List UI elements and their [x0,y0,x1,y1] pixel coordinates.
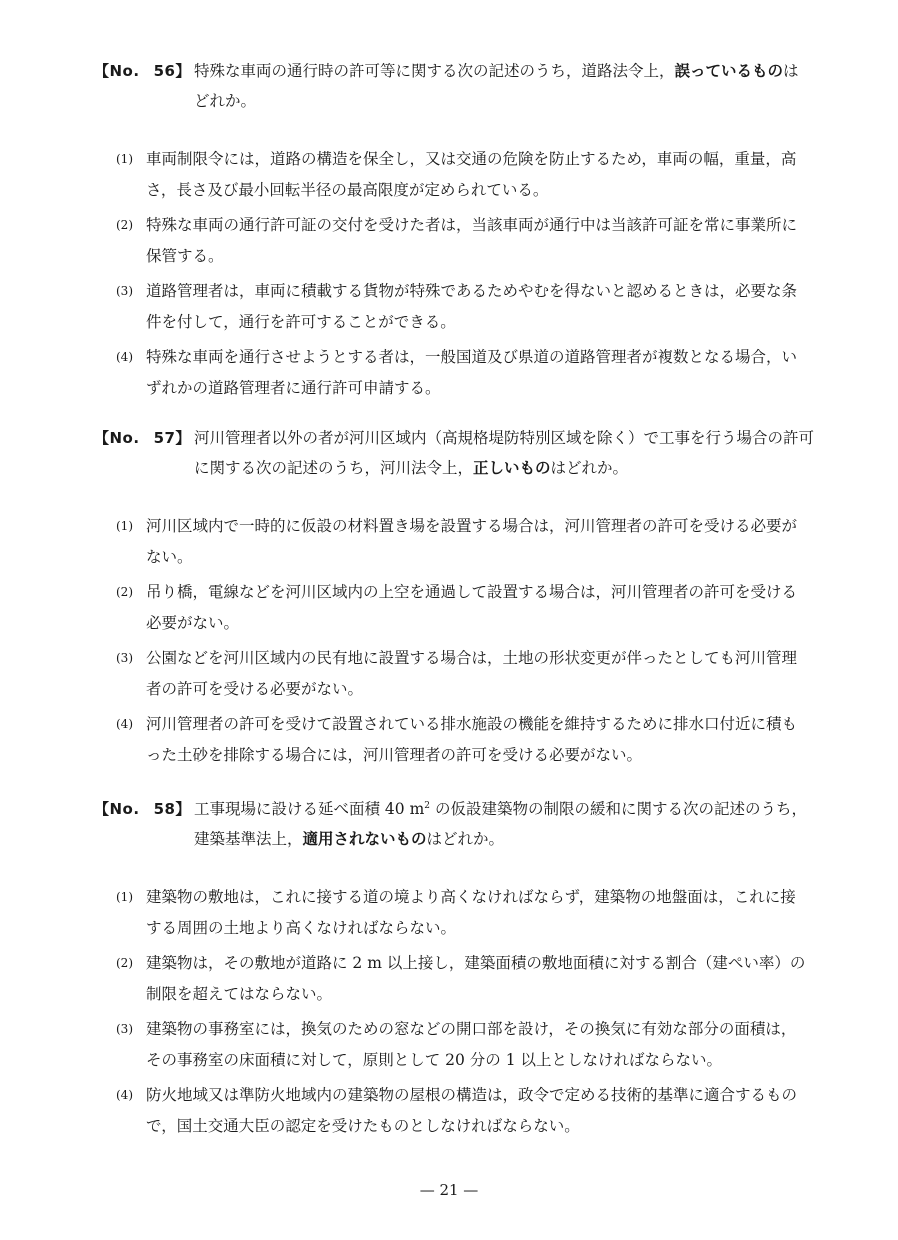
question-emphasis: 適用されないもの [302,830,427,848]
option-text: 吊り橋，電線などを河川区域内の上空を通過して設置する場合は，河川管理者の許可を受ける必要がない。 [146,583,798,632]
option-text: 車両制限令には，道路の構造を保全し，又は交通の危険を防止するため，車両の幅，重量，高さ，長さ及び最小回転半径の最高限度が定められている。 [146,150,797,199]
option-item [94,577,814,639]
option-item [94,1014,814,1076]
option-text: 建築物の敷地は，これに接する道の境より高くなければならず，建築物の地盤面は，これに接する周囲の土地より高くなければならない。 [146,888,796,937]
question-label: 【No. [94,62,140,80]
option-number: (3) [116,651,133,665]
question-text-after: はどれか。 [194,62,799,110]
option-item [94,342,814,404]
question-text-before: 特殊な車両の通行時の許可等に関する次の記述のうち，道路法令上， [194,62,675,80]
option-text: 公園などを河川区域内の民有地に設置する場合は，土地の形状変更が伴ったとしても河川管理者の許可を受ける必要がない。 [146,649,798,698]
question-text-after: はどれか。 [426,830,505,848]
option-list [94,511,814,771]
question-58 [94,794,814,1146]
question-label: 【No. [94,800,140,818]
option-item [94,511,814,573]
option-number: (4) [116,717,133,731]
option-text: 河川区域内で一時的に仮設の材料置き場を設置する場合は，河川管理者の許可を受ける必要がない。 [146,517,798,566]
option-item [94,1080,814,1142]
option-item [94,709,814,771]
question-header [94,423,814,483]
option-text: 建築物は，その敷地が道路に 2 m 以上接し，建築面積の敷地面積に対する割合（建ぺい率）の制限を超えてはならない。 [146,954,806,1003]
option-number: (2) [116,956,133,970]
question-57 [94,423,814,775]
option-item [94,144,814,206]
option-number: (1) [116,152,133,166]
option-list [94,882,814,1142]
option-item [94,948,814,1010]
question-number [94,794,194,824]
option-number: (3) [116,284,133,298]
option-text: 河川管理者の許可を受けて設置されている排水施設の機能を維持するために排水口付近に積もった土砂を排除する場合には，河川管理者の許可を受ける必要がない。 [146,715,798,764]
option-number: (1) [116,890,133,904]
option-number: (1) [116,519,133,533]
question-header [94,56,814,116]
question-56 [94,56,814,408]
option-list [94,144,814,404]
question-text-mid: の仮設建築物の制限の緩和に関する次の記述のうち，建築基準法上， [194,800,807,848]
question-label: 【No. [94,429,140,447]
question-number [94,423,194,453]
option-item [94,643,814,705]
question-text-before: 工事現場に設ける延べ面積 40 m [194,800,425,818]
question-text [194,423,814,483]
question-number-value: 58】 [153,800,191,818]
page-number: — 21 — [419,1181,479,1199]
question-text [194,56,814,116]
question-number-value: 56】 [153,62,191,80]
question-emphasis: 誤っているもの [674,62,784,80]
option-item [94,276,814,338]
question-number-value: 57】 [153,429,191,447]
question-emphasis: 正しいもの [473,459,551,477]
option-number: (3) [116,1022,133,1036]
option-text: 特殊な車両を通行させようとする者は，一般国道及び県道の道路管理者が複数となる場合，いずれかの道路管理者に通行許可申請する。 [146,348,798,397]
option-text: 特殊な車両の通行許可証の交付を受けた者は，当該車両が通行中は当該許可証を常に事業所に保管する。 [146,216,798,265]
option-text: 道路管理者は，車両に積載する貨物が特殊であるためやむを得ないと認めるときは，必要な条件を付して，通行を許可することができる。 [146,282,798,331]
question-text [194,794,814,854]
question-superscript: 2 [424,800,431,811]
question-text-after: はどれか。 [550,459,629,477]
question-text-before: 河川管理者以外の者が河川区域内（高規格堤防特別区域を除く）で工事を行う場合の許可に関する次の記述のうち，河川法令上， [194,429,815,477]
option-item [94,882,814,944]
option-number: (4) [116,350,133,364]
option-number: (2) [116,218,133,232]
question-number [94,56,194,86]
question-header [94,794,814,854]
option-text: 防火地域又は準防火地域内の建築物の屋根の構造は，政令で定める技術的基準に適合するもので，国土交通大臣の認定を受けたものとしなければならない。 [146,1086,798,1135]
option-number: (2) [116,585,133,599]
option-item [94,210,814,272]
option-text: 建築物の事務室には，換気のための窓などの開口部を設け，その換気に有効な部分の面積は，その事務室の床面積に対して，原則として 20 分の 1 以上としなければならない。 [146,1020,797,1069]
option-number: (4) [116,1088,133,1102]
